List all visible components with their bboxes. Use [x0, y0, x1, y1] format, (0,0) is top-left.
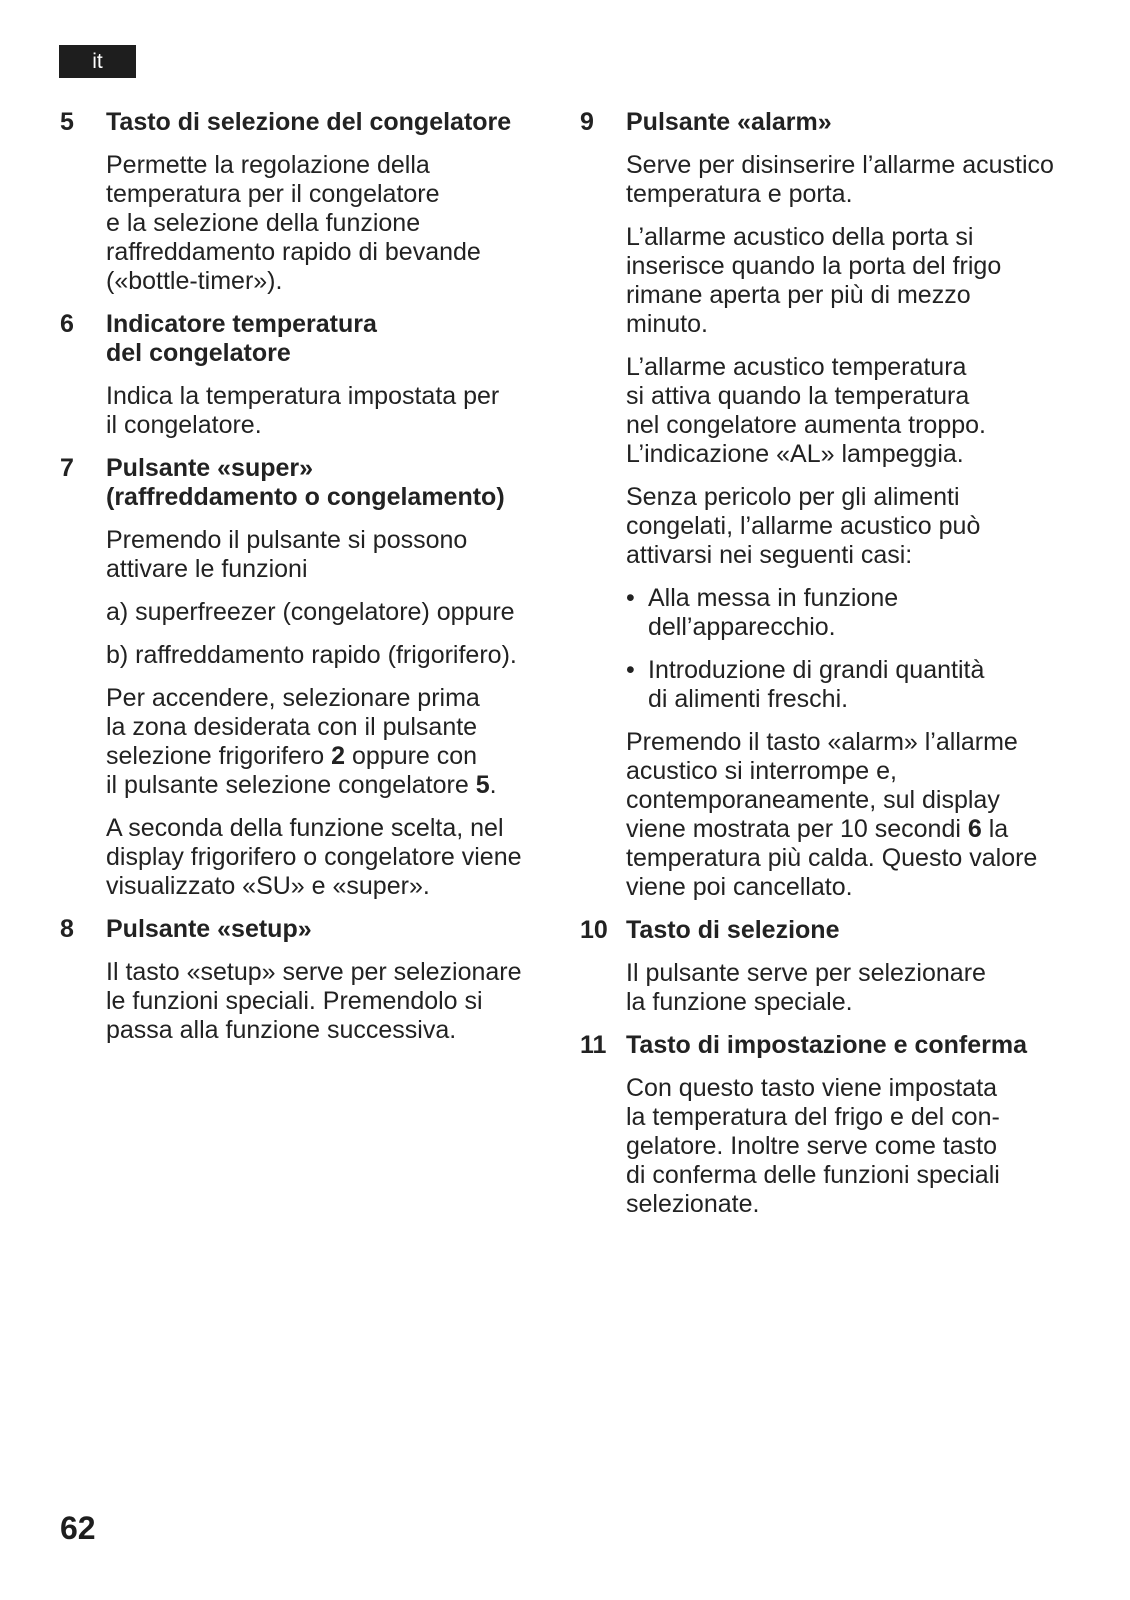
paragraph: L’allarme acustico della porta si inserisce quando la porta del frigo rimane aperta per più di mezzo minuto. [626, 223, 1002, 338]
item-title: Indicatore temperatura del congelatore [106, 310, 377, 367]
paragraph: Premendo il tasto «alarm» l’allarme acustico si interrompe e, contemporaneamente, sul display viene mostrata per 10 secondi 6 la temperatura più calda. Questo valore viene poi cancellato. [626, 728, 1038, 901]
bullet-dot-icon: • [626, 584, 635, 612]
bullet-dot-icon: • [626, 656, 635, 684]
item-heading [60, 310, 550, 368]
item-title: Tasto di selezione del congelatore [106, 108, 512, 136]
item-number: 10 [580, 916, 608, 944]
item-number: 9 [580, 108, 594, 136]
paragraph: a) superfreezer (congelatore) oppure [106, 598, 515, 626]
item-7 [60, 454, 550, 901]
item-title: Pulsante «super» (raffreddamento o congelamento) [106, 454, 505, 511]
item-number: 7 [60, 454, 74, 482]
paragraph: Senza pericolo per gli alimenti congelati, l’allarme acustico può attivarsi nei seguenti casi: [626, 483, 981, 569]
item-heading [60, 108, 550, 137]
paragraph: L’allarme acustico temperatura si attiva quando la temperatura nel congelatore aumenta troppo. L’indicazione «AL» lampeggia. [626, 353, 986, 468]
paragraph: Per accendere, selezionare prima la zona desiderata con il pulsante selezione frigorifero 2 oppure con il pulsante selezione congelatore 5. [106, 684, 497, 799]
item-heading [580, 916, 1080, 945]
right-column [580, 108, 1080, 1233]
item-10 [580, 916, 1080, 1017]
paragraph: Serve per disinserire l’allarme acustico temperatura e porta. [626, 151, 1054, 208]
item-heading [60, 454, 550, 512]
item-title: Tasto di impostazione e conferma [626, 1031, 1028, 1059]
bullet-item [626, 584, 1080, 642]
bullet-text: Introduzione di grandi quantità di alimenti freschi. [648, 656, 985, 713]
paragraph: A seconda della funzione scelta, nel display frigorifero o congelatore viene visualizzato «SU» e «super». [106, 814, 522, 900]
paragraph: Permette la regolazione della temperatura per il congelatore e la selezione della funzione raffreddamento rapido di bevande («bottle-timer»). [106, 151, 481, 295]
item-number: 5 [60, 108, 74, 136]
paragraph: Con questo tasto viene impostata la temperatura del frigo e del con- gelatore. Inoltre serve come tasto di conferma delle funzioni speciali selezionate. [626, 1074, 1000, 1218]
item-9 [580, 108, 1080, 902]
item-11 [580, 1031, 1080, 1219]
item-number: 8 [60, 915, 74, 943]
item-number: 11 [580, 1031, 607, 1059]
item-number: 6 [60, 310, 74, 338]
item-heading [580, 1031, 1080, 1060]
item-heading [580, 108, 1080, 137]
left-column [60, 108, 550, 1059]
language-tab: it [59, 45, 136, 78]
paragraph: Il tasto «setup» serve per selezionare le funzioni speciali. Premendolo si passa alla funzione successiva. [106, 958, 522, 1044]
item-title: Tasto di selezione [626, 916, 840, 944]
page-number: 62 [60, 1510, 96, 1546]
bullet-text: Alla messa in funzione dell’apparecchio. [648, 584, 899, 641]
item-6 [60, 310, 550, 440]
item-5 [60, 108, 550, 296]
paragraph: Premendo il pulsante si possono attivare le funzioni [106, 526, 468, 583]
bullet-item [626, 656, 1080, 714]
item-heading [60, 915, 550, 944]
item-title: Pulsante «alarm» [626, 108, 832, 136]
paragraph: b) raffreddamento rapido (frigorifero). [106, 641, 517, 669]
paragraph: Il pulsante serve per selezionare la funzione speciale. [626, 959, 986, 1016]
item-title: Pulsante «setup» [106, 915, 312, 943]
paragraph: Indica la temperatura impostata per il congelatore. [106, 382, 500, 439]
item-8 [60, 915, 550, 1045]
